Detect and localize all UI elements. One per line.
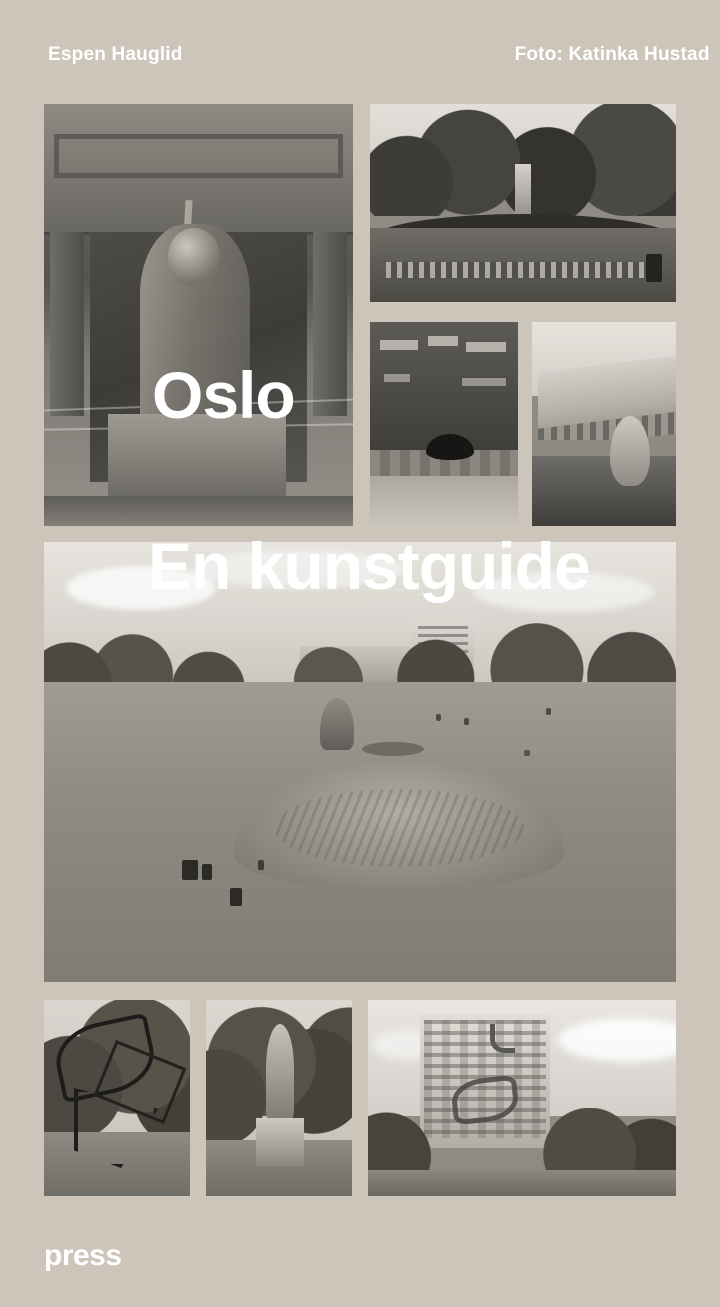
photographer-credit: Foto: Katinka Hustad <box>514 44 710 65</box>
photo-park-panorama <box>44 542 676 982</box>
photo-tower-block <box>368 1000 676 1196</box>
author-name: Espen Hauglid <box>48 44 183 65</box>
photo-statue-figure <box>44 104 353 526</box>
photo-wire-sculpture <box>44 1000 190 1196</box>
book-subtitle: En kunstguide <box>148 529 590 603</box>
photo-waterfront-building <box>532 322 676 526</box>
photo-standing-statue <box>206 1000 352 1196</box>
credits-row <box>48 44 710 66</box>
photo-park-monument <box>370 104 676 302</box>
photo-building-sculpture <box>370 322 518 526</box>
book-title: Oslo <box>152 358 295 432</box>
publisher-logo: press <box>44 1239 122 1272</box>
